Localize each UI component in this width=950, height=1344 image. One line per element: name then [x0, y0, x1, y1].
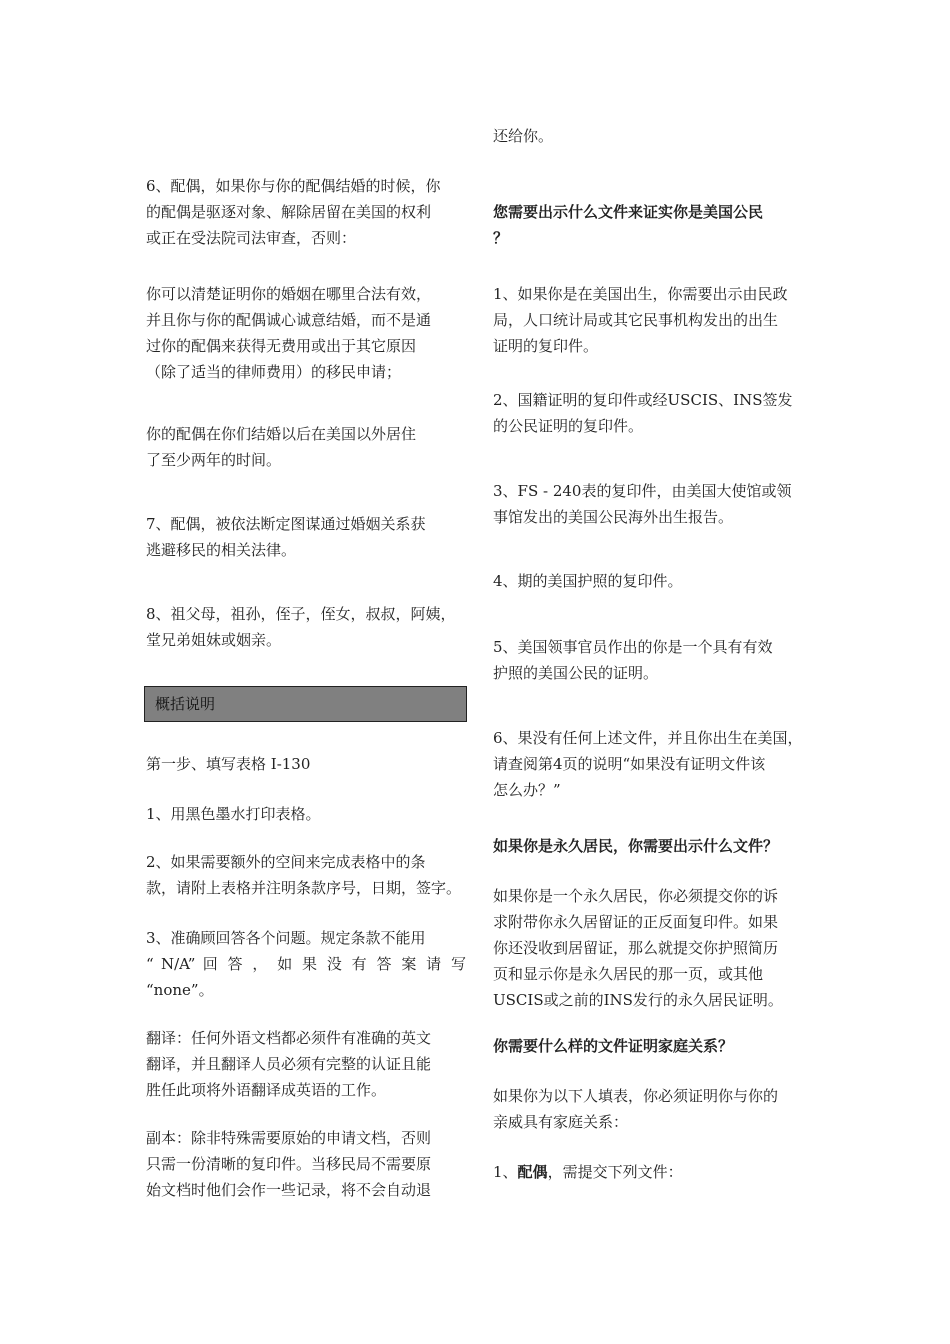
citizen-item-1: 1、如果你是在美国出生，你需要出示由民政 局，人口统计局或其它民事机构发出的出生 证明的复印件。	[493, 285, 788, 355]
paragraph-spouse-deportation: 6、配偶，如果你与你的配偶结婚的时候，你 的配偶是驱逐对象、解除居留在美国的权利 或正在受法院司法审查，否则：	[146, 177, 441, 247]
paragraph-relatives: 8、祖父母，祖孙，侄子，侄女，叔叔，阿姨， 堂兄弟姐妹或姻亲。	[146, 605, 456, 649]
instruction-item-1: 1、用黑色墨水打印表格。	[146, 805, 321, 823]
family-item-spouse: 1、配偶，需提交下列文件：	[493, 1163, 683, 1181]
paragraph-spouse-abroad: 你的配偶在你们结婚以后在美国以外居住 了至少两年的时间。	[146, 425, 417, 469]
instruction-item-3: 3、准确顾回答各个问题。规定条款不能用 “ N/A” 回 答 ， 如 果 没 有 答 案 请 写 “none”。	[146, 929, 466, 999]
paragraph-continuation: 还给你。	[493, 127, 554, 145]
paragraph-family: 如果你为以下人填表，你必须证明你与你的 亲威具有家庭关系：	[493, 1087, 779, 1131]
paragraph-copies: 副本：除非特殊需要原始的申请文档，否则 只需一份清晰的复印件。当移民局不需要原 始文档时他们会作一些记录，将不会自动退	[146, 1129, 432, 1199]
citizen-item-4: 4、期的美国护照的复印件。	[493, 572, 683, 590]
paragraph-marriage-proof: 你可以清楚证明你的婚姻在哪里合法有效， 并且你与你的配偶诚心诚意结婚，而不是通 过你的配偶来获得无费用或出于其它原因 （除了适当的律师费用）的移民申请；	[146, 285, 432, 381]
paragraph-translation: 翻译：任何外语文档都必须件有准确的英文 翻译，并且翻译人员必须有完整的认证且能 胜任此项将外语翻译成英语的工作。	[146, 1029, 432, 1099]
section-header-box	[144, 686, 467, 722]
section-header-label: 概括说明	[155, 695, 216, 713]
paragraph-spouse-fraud: 7、配偶，被依法断定图谋通过婚姻关系获 逃避移民的相关法律。	[146, 515, 426, 559]
instruction-item-2: 2、如果需要额外的空间来完成表格中的条 款，请附上表格并注明条款序号，日期，签字。	[146, 853, 462, 897]
heading-resident-documents: 如果你是永久居民，你需要出示什么文件？	[493, 837, 779, 855]
citizen-item-6: 6、果没有任何上述文件，并且你出生在美国， 请查阅第4页的说明“如果没有证明文件该 怎么办？”	[493, 729, 803, 799]
citizen-item-5: 5、美国领事官员作出的你是一个具有有效 护照的美国公民的证明。	[493, 638, 773, 682]
citizen-item-2: 2、国籍证明的复印件或经USCIS、INS签发 的公民证明的复印件。	[493, 391, 793, 435]
paragraph-resident: 如果你是一个永久居民，你必须提交你的诉 求附带你永久居留证的正反面复印件。如果 你还没收到居留证，那么就提交你护照简历 页和显示你是永久居民的那一页，或其他 USCIS或之前的INS发行的永久居民证明。	[493, 887, 783, 1009]
citizen-item-3: 3、FS - 240表的复印件，由美国大使馆或领 事馆发出的美国公民海外出生报告。	[493, 482, 792, 526]
spouse-label: 配偶	[517, 1163, 548, 1181]
heading-family-documents: 你需要什么样的文件证明家庭关系？	[493, 1037, 734, 1055]
heading-citizen-documents: 您需要出示什么文件来证实你是美国公民 ？	[493, 203, 764, 247]
step-one-heading: 第一步、填写表格 I-130	[146, 755, 311, 773]
